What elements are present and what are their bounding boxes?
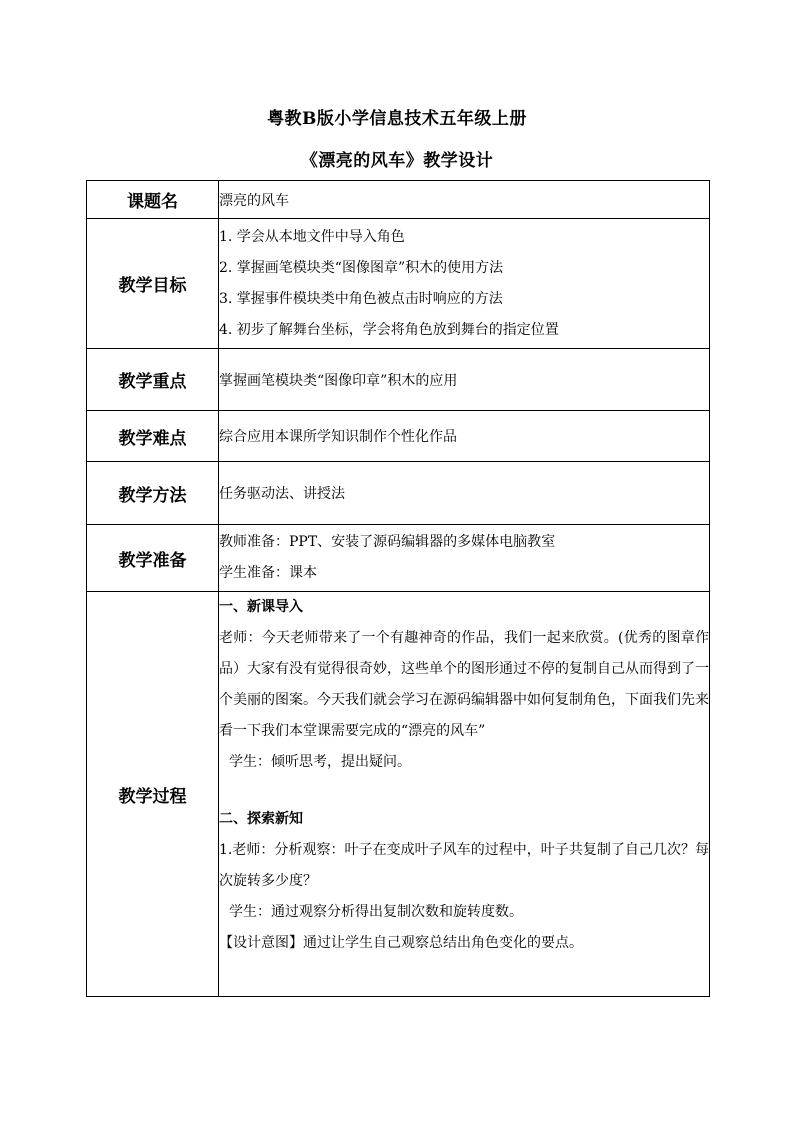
process-label: 教学过程 <box>87 592 219 997</box>
difficulties-label: 教学难点 <box>87 411 219 462</box>
methods-label: 教学方法 <box>87 462 219 525</box>
goals-cell <box>219 219 710 349</box>
goal-item: 1. 学会从本地文件中导入角色 <box>219 228 405 245</box>
document-title: 粤教B版小学信息技术五年级上册 <box>267 109 527 129</box>
methods-value: 任务驱动法、讲授法 <box>219 462 710 525</box>
section2-student-text: 学生：通过观察分析得出复制次数和旋转度数。 <box>229 904 523 920</box>
preparation-cell <box>219 525 710 592</box>
topic-label: 课题名 <box>87 181 219 219</box>
key-points-value: 掌握画笔模块类“图像印章”积木的应用 <box>219 349 710 411</box>
difficulties-value: 综合应用本课所学知识制作个性化作品 <box>219 411 710 462</box>
key-points-label: 教学重点 <box>87 349 219 411</box>
section2-title: 二、探索新知 <box>219 811 303 827</box>
row-topic <box>87 181 710 219</box>
goal-item: 2. 掌握画笔模块类“图像图章”积木的使用方法 <box>219 259 504 276</box>
process-cell <box>219 592 710 997</box>
section1-title: 一、新课导入 <box>219 599 303 615</box>
row-goals <box>87 219 710 349</box>
section1-student-text: 学生：倾听思考，提出疑问。 <box>229 754 411 770</box>
row-difficulties <box>87 411 710 462</box>
goals-label: 教学目标 <box>87 219 219 349</box>
document-subtitle: 《漂亮的风车》教学设计 <box>300 151 494 171</box>
lesson-plan-table <box>86 180 710 997</box>
row-process <box>87 592 710 997</box>
row-methods <box>87 462 710 525</box>
row-key-points <box>87 349 710 411</box>
preparation-label: 教学准备 <box>87 525 219 592</box>
goal-item: 4. 初步了解舞台坐标，学会将角色放到舞台的指定位置 <box>219 321 559 338</box>
student-preparation: 学生准备：课本 <box>219 565 317 581</box>
goal-item: 3. 掌握事件模块类中角色被点击时响应的方法 <box>219 290 503 307</box>
topic-value: 漂亮的风车 <box>219 181 710 219</box>
section-spacer <box>219 778 709 804</box>
section2-design-intent: 【设计意图】通过让学生自己观察总结出角色变化的要点。 <box>219 935 583 951</box>
section2-teacher-text: 1.老师：分析观察：叶子在变成叶子风车的过程中，叶子共复制了自己几次？每次旋转多少度？ <box>219 842 709 889</box>
teacher-preparation: 教师准备：PPT、安装了源码编辑器的多媒体电脑教室 <box>219 534 556 550</box>
row-preparation <box>87 525 710 592</box>
section1-teacher-text: 老师：今天老师带来了一个有趣神奇的作品，我们一起来欣赏。(优秀的图章作品）大家有没有觉得很奇妙，这些单个的图形通过不停的复制自己从而得到了一个美丽的图案。今天我们就会学习在源码编辑器中如何复制角色，下面我们先来看一下我们本堂课需要完成的“漂亮的风车” <box>219 630 709 739</box>
